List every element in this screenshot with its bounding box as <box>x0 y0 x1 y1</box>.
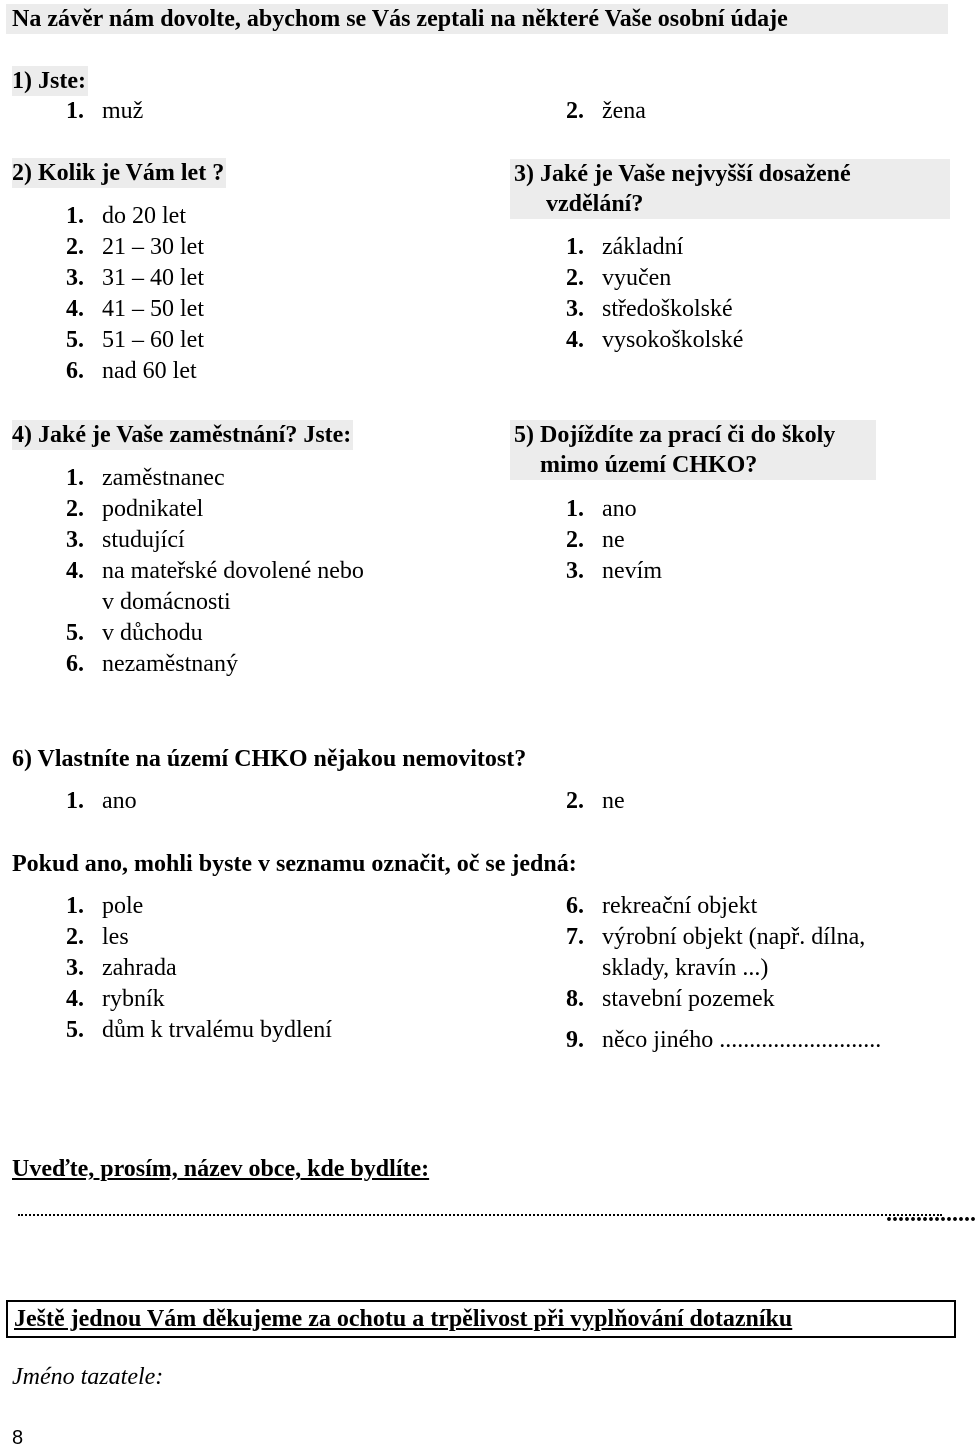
q5-option-3[interactable]: 3. nevím <box>566 558 662 584</box>
q1-option-1[interactable]: 1. muž <box>66 98 144 124</box>
q4-option-5[interactable]: 5. v důchodu <box>66 620 203 646</box>
q6-title: 6) Vlastníte na území CHKO nějakou nemovitost? <box>12 746 527 772</box>
q5-options <box>566 494 662 587</box>
property-option-8[interactable]: 8. stavební pozemek <box>566 986 775 1012</box>
q3-option-4[interactable]: 4. vysokoškolské <box>566 327 744 353</box>
page-number: 8 <box>12 1427 24 1449</box>
q2-option-2[interactable]: 2. 21 – 30 let <box>66 234 204 260</box>
q1-title: 1) Jste: <box>12 68 86 94</box>
property-option-7[interactable]: 7. výrobní objekt (např. dílna, <box>566 924 866 950</box>
q6-left-list <box>66 891 332 1046</box>
property-option-2[interactable]: 2. les <box>66 924 129 950</box>
property-option-9[interactable]: 9. něco jiného ........................... <box>566 1027 882 1053</box>
q2-options <box>66 201 204 387</box>
property-option-4[interactable]: 4. rybník <box>66 986 165 1012</box>
q4-option-1[interactable]: 1. zaměstnanec <box>66 465 225 491</box>
q6-right-list <box>566 891 881 1056</box>
q2-option-3[interactable]: 3. 31 – 40 let <box>66 265 204 291</box>
q4-option-4-continued: v domácnosti <box>102 589 231 615</box>
q4-option-2[interactable]: 2. podnikatel <box>66 496 204 522</box>
q4-options <box>66 463 364 680</box>
q2-option-6[interactable]: 6. nad 60 let <box>66 358 197 384</box>
q2-option-5[interactable]: 5. 51 – 60 let <box>66 327 204 353</box>
q2-title: 2) Kolik je Vám let ? <box>12 160 225 186</box>
q4-option-3[interactable]: 3. studující <box>66 527 185 553</box>
q3-option-3[interactable]: 3. středoškolské <box>566 296 733 322</box>
q4-option-4[interactable]: 4. na mateřské dovolené nebo <box>66 558 364 584</box>
q3-option-2[interactable]: 2. vyučen <box>566 265 672 291</box>
q4-option-6[interactable]: 6. nezaměstnaný <box>66 651 238 677</box>
property-option-5[interactable]: 5. dům k trvalému bydlení <box>66 1017 332 1043</box>
q4-title: 4) Jaké je Vaše zaměstnání? Jste: <box>12 422 352 448</box>
property-option-7-continued: sklady, kravín ...) <box>602 955 769 981</box>
property-option-6[interactable]: 6. rekreační objekt <box>566 893 758 919</box>
q5-option-1[interactable]: 1. ano <box>566 496 637 522</box>
q2-option-4[interactable]: 4. 41 – 50 let <box>66 296 204 322</box>
property-option-1[interactable]: 1. pole <box>66 893 144 919</box>
q2-option-1[interactable]: 1. do 20 let <box>66 203 186 229</box>
thanks-text: Ještě jednou Vám děkujeme za ochotu a trpělivost při vyplňování dotazníku <box>14 1306 793 1332</box>
q1-option-2[interactable]: 2. žena <box>566 98 646 124</box>
page-title: Na závěr nám dovolte, abychom se Vás zeptali na některé Vaše osobní údaje <box>6 4 948 34</box>
q6-option-1[interactable]: 1. ano <box>66 788 137 814</box>
residence-answer-line[interactable] <box>18 1214 942 1216</box>
q5-option-2[interactable]: 2. ne <box>566 527 625 553</box>
interviewer-label: Jméno tazatele: <box>12 1364 164 1390</box>
residence-title: Uveďte, prosím, název obce, kde bydlíte: <box>12 1156 430 1182</box>
property-option-3[interactable]: 3. zahrada <box>66 955 177 981</box>
q3-option-1[interactable]: 1. základní <box>566 234 684 260</box>
q3-options <box>566 232 743 356</box>
q6-option-2[interactable]: 2. ne <box>566 788 625 814</box>
q6-followup: Pokud ano, mohli byste v seznamu označit, oč se jedná: <box>12 851 577 877</box>
q3-title: 3) Jaké je Vaše nejvyšší dosažené vzdělání? <box>510 159 950 219</box>
residence-line-end: ............... <box>886 1201 976 1227</box>
q5-title: 5) Dojíždíte za prací či do školy mimo území CHKO? <box>510 420 876 480</box>
